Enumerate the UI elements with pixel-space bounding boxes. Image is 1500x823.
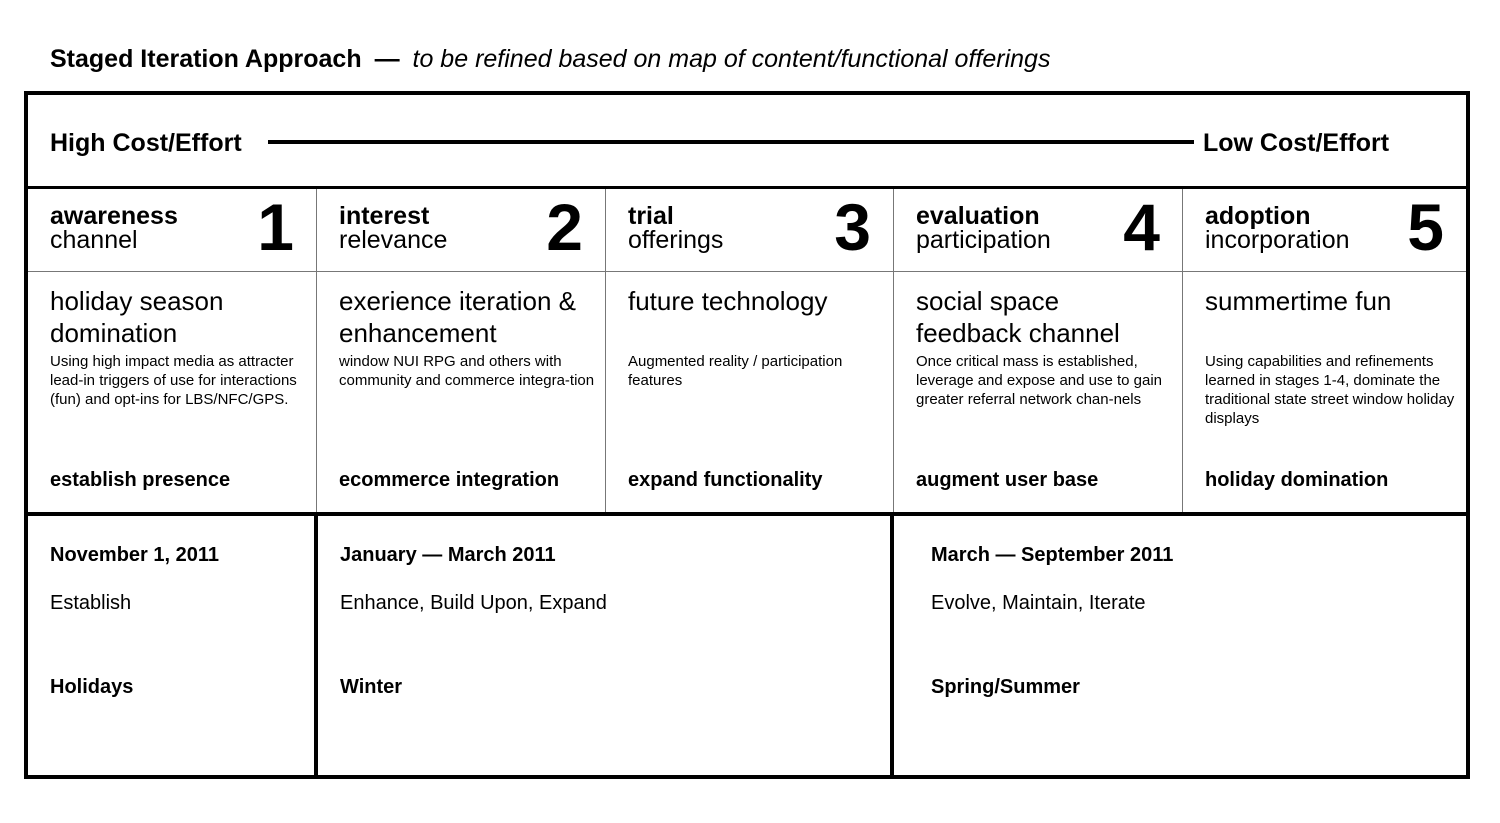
stage-name: evaluation (916, 202, 1040, 230)
stage-header (28, 189, 316, 272)
title-main: Staged Iteration Approach (50, 45, 362, 73)
period-action: Evolve, Maintain, Iterate (931, 592, 1146, 614)
stage-name: adoption (1205, 202, 1311, 230)
stage-number: 1 (257, 190, 294, 264)
cost-low-label: Low Cost/Effort (1203, 129, 1390, 157)
stage-header (1183, 189, 1466, 272)
stage-goal: augment user base (916, 469, 1099, 491)
title-subtitle: to be refined based on map of content/functional offerings (412, 45, 1051, 73)
stage-description: Augmented reality / participation features (628, 353, 843, 389)
stage-description: window NUI RPG and others with community and commerce integra-tion (339, 353, 595, 389)
stage-name: interest (339, 202, 430, 230)
stage-heading: holiday season domination (50, 286, 224, 348)
stage-description: Once critical mass is established, leverage and expose and use to gain greater referral network chan-nels (916, 353, 1163, 408)
stage-4 (894, 189, 1183, 512)
stage-2 (317, 189, 606, 512)
stage-description: Using high impact media as attracter lead-in triggers of use for interactions (fun) and opt-ins for LBS/NFC/GPS. (50, 353, 297, 408)
stage-description: Using capabilities and refinements learned in stages 1-4, dominate the traditional state street window holiday displays (1205, 353, 1455, 427)
stage-number: 5 (1407, 190, 1444, 264)
stage-1 (28, 189, 317, 512)
stage-goal: expand functionality (628, 469, 823, 491)
stage-header (606, 189, 893, 272)
stage-heading: exerience iteration & enhancement (339, 286, 577, 348)
stage-heading: future technology (628, 286, 828, 316)
period-date: November 1, 2011 (50, 544, 219, 566)
cost-scale-row (28, 95, 1466, 189)
cost-high-label: High Cost/Effort (50, 129, 242, 157)
stage-heading: summertime fun (1205, 286, 1392, 316)
cost-scale-line (268, 140, 1194, 144)
title-dash: — (374, 45, 400, 73)
stage-heading: social space feedback channel (916, 286, 1120, 348)
stage-goal: establish presence (50, 469, 231, 491)
stage-number: 4 (1123, 190, 1160, 264)
timeline-table (24, 512, 1470, 779)
stage-name: trial (628, 202, 674, 230)
period-season: Spring/Summer (931, 676, 1080, 698)
period-date: March — September 2011 (931, 544, 1174, 566)
timeline-period-3 (890, 516, 1466, 775)
stage-goal: ecommerce integration (339, 469, 560, 491)
period-season: Holidays (50, 676, 134, 698)
period-season: Winter (340, 676, 403, 698)
stage-header (894, 189, 1182, 272)
stage-subtitle: incorporation (1205, 226, 1350, 254)
stage-goal: holiday domination (1205, 469, 1389, 491)
stage-3 (606, 189, 894, 512)
period-date: January — March 2011 (340, 544, 556, 566)
stage-columns (28, 189, 1466, 512)
period-action: Enhance, Build Upon, Expand (340, 592, 607, 614)
stage-header (317, 189, 605, 272)
timeline-period-1 (28, 516, 315, 775)
page-title (50, 42, 1050, 76)
stage-subtitle: participation (916, 226, 1051, 254)
stage-subtitle: relevance (339, 226, 448, 254)
stages-table (24, 91, 1470, 515)
timeline-period-2 (314, 516, 892, 775)
period-action: Establish (50, 592, 132, 614)
stage-name: awareness (50, 202, 178, 230)
stage-5 (1183, 189, 1466, 512)
stage-number: 2 (546, 190, 583, 264)
stage-subtitle: offerings (628, 226, 724, 254)
stage-number: 3 (834, 190, 871, 264)
stage-subtitle: channel (50, 226, 138, 254)
